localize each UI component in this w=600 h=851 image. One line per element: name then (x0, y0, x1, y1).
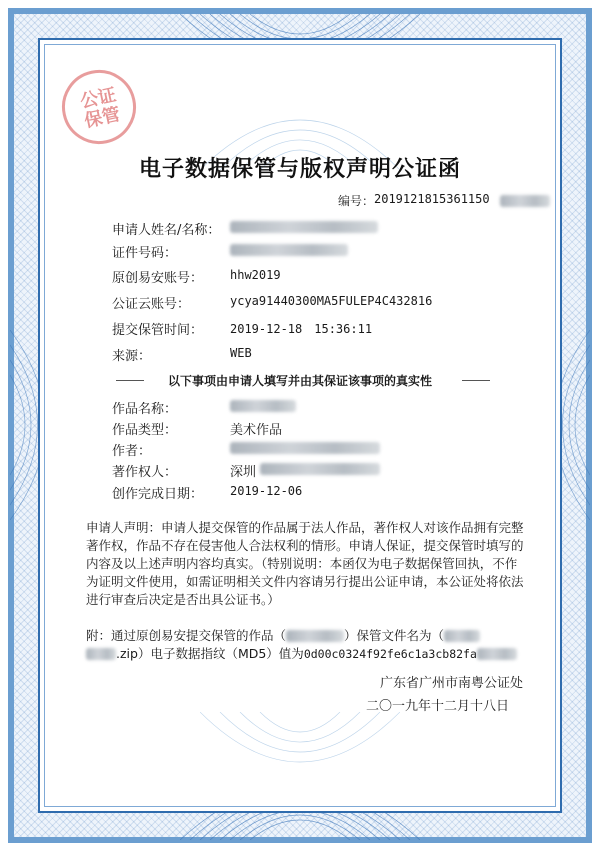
field-value-source: WEB (230, 346, 252, 360)
declaration-paragraph: 申请人声明：申请人提交保管的作品属于法人作品，著作权人对该作品拥有完整著作权，作品不存在侵害他人合法权利的情形。申请人保证，提交保管时填写的内容及以上述声明内容均真实。（特别说明：本函仅为电子数据保管回执，不作为证明文件使用，如需证明相关文件内容请另行提出公证申请，本公证处将依法进行审查后决定是否出具公证书。） (86, 520, 524, 607)
field-label-work-type: 作品类型： (112, 423, 178, 438)
field-label-source: 来源： (112, 349, 152, 364)
document-title: 电子数据保管与版权声明公证函 (138, 157, 461, 182)
issue-date: 二〇一九年十二月十八日 (366, 699, 510, 714)
field-label-copyright-holder: 著作权人： (112, 465, 178, 480)
redacted-author (230, 442, 380, 454)
field-value-copyright-holder: 深圳 (230, 465, 257, 480)
field-label-cloud-account: 公证云账号： (112, 297, 191, 312)
field-label-submit-time: 提交保管时间： (112, 323, 204, 338)
seal-text: 公证保管 (78, 84, 123, 133)
redacted-copyright-holder (260, 463, 380, 475)
attachment-line-1 (86, 626, 480, 644)
field-value-work-type: 美术作品 (230, 423, 283, 438)
section-rule-right (462, 380, 490, 381)
section-heading: 以下事项由申请人填写并由其保证该事项的真实性 (167, 374, 432, 388)
attachment-line-2 (86, 644, 517, 662)
field-label-work-name: 作品名称： (112, 402, 178, 417)
field-label-applicant: 申请人姓名/名称： (112, 223, 221, 238)
field-label-account: 原创易安账号： (112, 271, 204, 286)
redacted-md5-tail (477, 648, 517, 660)
field-value-submit-time: 2019-12-18 15:36:11 (230, 322, 373, 336)
redacted-work-name (230, 400, 296, 412)
redacted-work-title (286, 630, 344, 642)
serial-value: 2019121815361150 (374, 192, 490, 206)
redacted-id-number (230, 244, 348, 256)
field-label-author: 作者： (112, 444, 152, 459)
field-value-completion-date: 2019-12-06 (230, 484, 303, 498)
field-value-account: hhw2019 (230, 268, 281, 282)
attachment-prefix: 附：通过原创易安提交保管的作品（ (86, 628, 287, 643)
md5-value: 0d00c0324f92fe6c1a3cb82fa (303, 647, 477, 661)
redacted-file-name (444, 630, 480, 642)
serial-redaction (500, 195, 550, 207)
serial-label: 编号： (338, 194, 375, 208)
background-rosette-bottom (200, 712, 400, 792)
field-label-id-number: 证件号码： (112, 246, 178, 261)
issuer-name: 广东省广州市南粤公证处 (380, 676, 524, 691)
attachment-zip: .zip）电子数据指纹（MD5）值为 (116, 646, 304, 661)
redacted-file-name-cont (86, 648, 116, 660)
field-label-completion-date: 创作完成日期： (112, 487, 204, 502)
field-value-cloud-account: ycya91440300MA5FULEP4C432816 (230, 294, 433, 308)
attachment-middle: ）保管文件名为（ (344, 628, 445, 643)
redacted-applicant-name (230, 221, 378, 233)
